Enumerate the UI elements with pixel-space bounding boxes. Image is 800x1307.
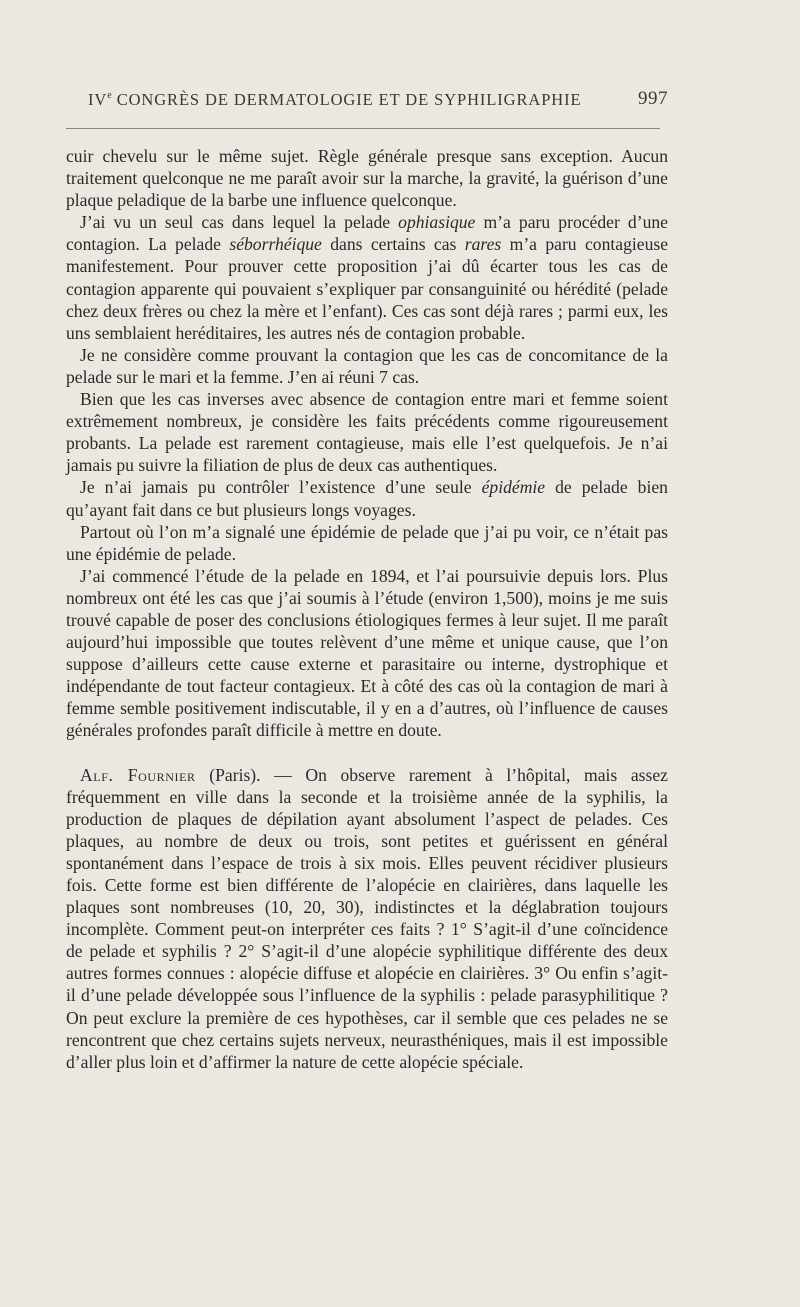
paragraph — [66, 344, 668, 388]
text-run: cuir chevelu sur le même sujet. Règle générale presque sans exception. Aucun traitement quelconque ne me paraît avoir sur la marche, la gravité, la guérison d’une plaque peladique de la barbe une influence quelconque. — [66, 146, 668, 211]
text-run: Partout où l’on m’a signalé une épidémie de pelade que j’ai pu voir, ce n’était pas une épidémie de pelade. — [66, 521, 668, 564]
running-title-roman: IV — [88, 90, 108, 109]
italic-term: ophiasique — [398, 212, 476, 233]
page-number: 997 — [638, 88, 668, 109]
paragraph — [66, 565, 668, 742]
running-title-text: CONGRÈS DE DERMATOLOGIE ET DE SYPHILIGRAPHIE — [111, 90, 582, 109]
paragraph — [66, 476, 668, 520]
paragraph — [66, 521, 668, 565]
text-run: J’ai commencé l’étude de la pelade en 1894, et l’ai poursuivie depuis lors. Plus nombreux ont été les cas que j’ai soumis à l’étude (environ 1,500), moins je me suis trouvé capable de poser des conclusions étiologiques fermes à leur sujet. Il me paraît aujourd’hui impossible que toutes relèvent d’une même et unique cause, que l’on suppose d’ailleurs cette cause externe et parasitaire ou interne, dystrophique et indépendante de tout facteur contagieux. Et à côté des cas où la contagion de mari à femme semble positivement indiscutable, il y en a d’autres, où l’influence de causes générales profondes paraît difficile à mettre en doute. — [66, 565, 668, 741]
running-title — [88, 90, 581, 110]
text-run: m’a paru procéder d’une contagion. La pelade — [66, 212, 668, 255]
paragraph — [66, 388, 668, 476]
header-rule — [66, 128, 660, 129]
text-run: Je n’ai jamais pu contrôler l’existence d’une seule — [80, 477, 482, 498]
running-header — [88, 90, 668, 116]
italic-term: séborrhéique — [229, 234, 322, 255]
speaker-name: Alf. Fournier — [80, 764, 196, 785]
text-run: Je ne considère comme prouvant la contagion que les cas de concomitance de la pelade sur le mari et la femme. J’en ai réuni 7 cas. — [66, 344, 668, 387]
text-run: dans certains cas — [321, 234, 465, 255]
italic-term: épidémie — [481, 477, 546, 498]
text-run: Bien que les cas inverses avec absence de contagion entre mari et femme soient extrêmement nombreux, je considère les faits précédents comme rigoureusement probants. La pelade est rarement contagieuse, mais elle l’est quelquefois. Je n’ai jamais pu suivre la filiation de plus de deux cas authentiques. — [66, 389, 668, 476]
paragraph — [66, 211, 668, 344]
text-run: m’a paru contagieuse manifestement. Pour prouver cette proposition j’ai dû écarter tous les cas de contagion apparente qui pouvaient s’expliquer par consanguinité ou hérédité (pelade chez deux frères ou chez la mère et l’enfant). Ces cas sont déjà rares ; parmi eux, les uns semblaient heréditaires, les autres nés de contagion probable. — [66, 234, 669, 343]
italic-term: rares — [464, 234, 502, 255]
paragraph — [66, 764, 668, 1073]
running-title-superscript: e — [107, 90, 112, 101]
text-run: J’ai vu un seul cas dans lequel la pelade — [80, 212, 399, 233]
paragraph — [66, 145, 668, 211]
body-text — [66, 145, 668, 1073]
text-run: de pelade bien qu’ayant fait dans ce but plusieurs longs voyages. — [66, 477, 668, 520]
text-run: (Paris). — On observe rarement à l’hôpital, mais assez fréquemment en ville dans la seconde et la troisième année de la syphilis, la production de plaques de dépilation ayant absolument l’aspect de pelades. Ces plaques, au nombre de deux ou trois, sont petites et guérissent en général spontanément dans l’espace de trois à six mois. Elles peuvent récidiver plusieurs fois. Cette forme est bien différente de l’alopécie en clairières, dans laquelle les plaques sont nombreuses (10, 20, 30), indistinctes et la déglabration toujours incomplète. Comment peut-on interpréter ces faits ? 1° S’agit-il d’une coïncidence de pelade et syphilis ? 2° S’agit-il d’une alopécie syphilitique différente des deux autres formes connues : alopécie diffuse et alopécie en clairières. 3° Ou enfin s’agit-il d’une pelade développée sous l’influence de la syphilis : pelade parasyphilitique ? On peut exclure la première de ces hypothèses, car il semble que ces pelades ne se rencontrent que chez certains sujets nerveux, neurasthéniques, mais il est impossible d’aller plus loin et d’affirmer la nature de cette alopécie spéciale. — [66, 764, 668, 1072]
